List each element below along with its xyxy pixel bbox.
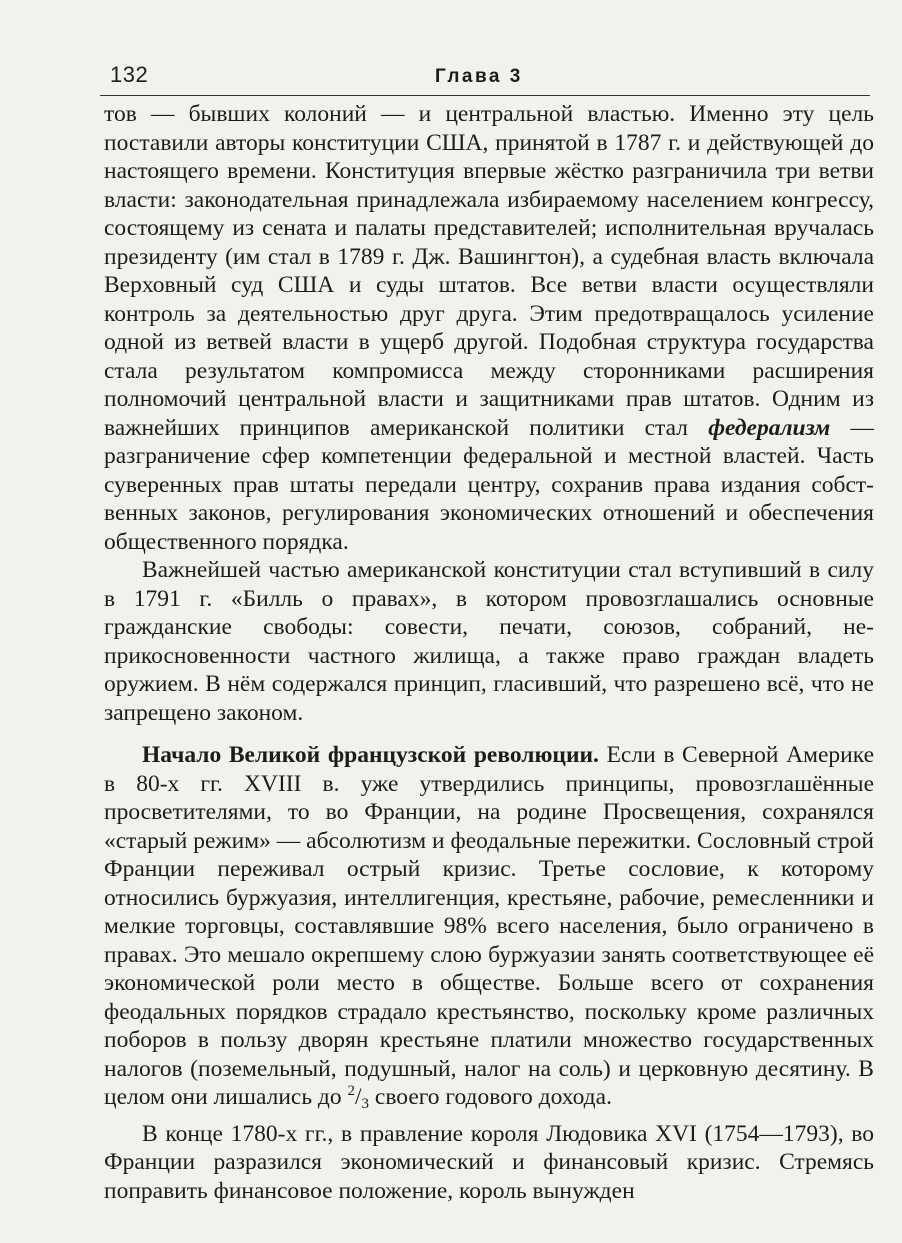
paragraph-bill-of-rights: Важнейшей частью американской конституции стал вступивший в силу в 1791 г. «Билль о правах», в котором провозглашались основные гражданские свободы: совести, печати, союзов, собраний, неприкосновенности частного жилища, а также право граждан владеть оружием. В нём содержался принцип, гласивший, что разрешено всё, что не запрещено законом.	[104, 557, 874, 726]
page-number: 132	[110, 62, 149, 87]
fraction-denominator: 3	[361, 1096, 370, 1112]
paragraph-french-revolution	[104, 741, 874, 1112]
term-federalism: федерализм	[708, 414, 831, 441]
paragraph-text: своего годового дохода.	[369, 1084, 612, 1110]
running-header	[100, 62, 870, 98]
paragraph-crisis: В конце 1780-х гг., в правление короля Людовика XVI (1754—1793), во Франции разразился экономический и финансовый кризис. Стремясь поправить финансовое положение, король вынужден	[104, 1120, 874, 1204]
chapter-title: Глава 3	[435, 66, 523, 87]
paragraph-constitution	[104, 100, 874, 556]
header-rule	[100, 95, 870, 96]
body-text	[104, 100, 874, 1205]
paragraph-text: тов — бывших колоний — и центральной властью. Именно эту цель поставили авторы конституции США, принятой в 1787 г. и действующей до настоящего времени. Конституция впервые жёстко разграничила три ветви власти: законодательная принадлежала избираемому населением конгрессу, состоящему из сената и палаты представителей; исполнительная вручалась президенту (им стал в 1789 г. Дж. Вашингтон), а судебная власть включала Верховный суд США и суды штатов. Все ветви власти осуществляли контроль за деятельностью друг друга. Этим предотвращалось усиление одной из ветвей власти в ущерб другой. Подобная структура государства стала результатом компромисса между сторонниками расширения полномочий центральной власти и защитниками прав штатов. Одним из важнейших принципов американской политики стал	[104, 101, 874, 441]
fraction-slash: /	[355, 1084, 362, 1110]
paragraph-text: — разграничение сфер компетенции федеральной и местной властей. Часть суверенных прав штаты передали центру, сохранив права издания собственных законов, регулирования экономических отношений и обеспечения общественного порядка.	[104, 414, 874, 555]
fraction-numerator: 2	[347, 1083, 356, 1099]
paragraph-text: Если в Северной Америке в 80-х гг. XVIII в. уже утвердились принципы, провозглашённые просветителями, то во Франции, на родине Просвещения, сохранялся «старый режим» — абсолютизм и феодальные пережитки. Сословный строй Франции переживал острый кризис. Третье сословие, к которому относились буржуазия, интеллигенция, крестьяне, рабочие, ремесленники и мелкие торговцы, составлявшие 98% всего населения, было ограничено в правах. Это мешало окрепшему слою буржуазии занять соответствующее её экономической роли место в обществе. Больше всего от сохранения феодальных порядков страдало крестьянство, поскольку кроме различных поборов в пользу дворян крестьяне платили множество государственных налогов (поземельный, подушный, налог на соль) и церковную десятину. В целом они лишались до	[104, 742, 874, 1110]
section-heading: Начало Великой французской революции.	[142, 742, 599, 768]
